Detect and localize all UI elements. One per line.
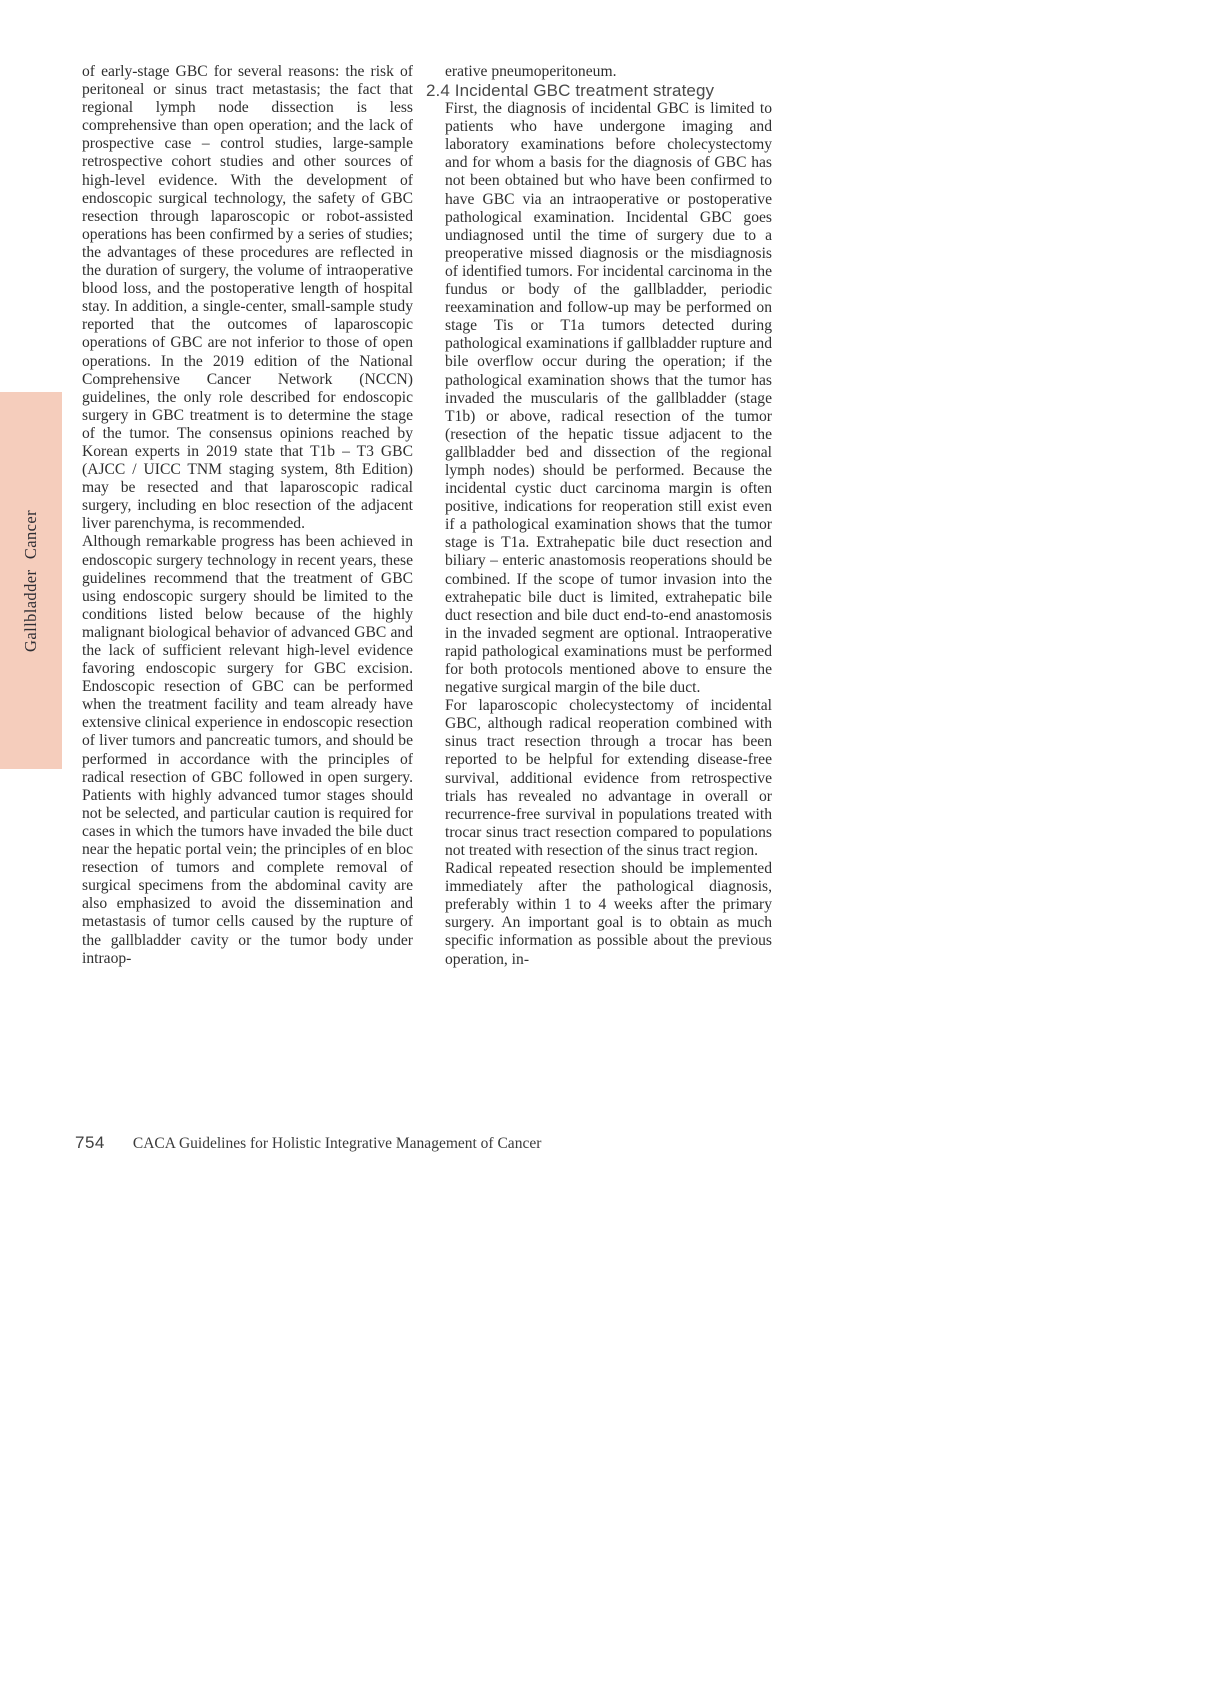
body-paragraph: Although remarkable progress has been achieved in endoscopic surgery technology in recent years, these guidelines recommend that the treatment of GBC using endoscopic surgery should be limited to the conditions listed below because of the highly malignant biological behavior of advanced GBC and the lack of sufficient relevant high-level evidence favoring endoscopic surgery for GBC excision. Endoscopic resection of GBC can be performed when the treatment facility and team already have extensive clinical experience in endoscopic resection of liver tumors and pancreatic tumors, and should be performed in accordance with the principles of radical resection of GBC followed in open surgery. Patients with highly advanced tumor stages should not be selected, and particular caution is required for cases in which the tumors have invaded the bile duct near the hepatic portal vein; the principles of en bloc resection of tumors and complete removal of surgical specimens from the abdominal cavity are also emphasized to avoid the dissemination and metastasis of tumor cells caused by the rupture of the gallbladder cavity or the tumor body under intraop-	[82, 533, 413, 967]
text-column-left	[82, 63, 413, 968]
page-footer	[75, 1133, 541, 1153]
chapter-tab-label: Gallbladder Cancer	[21, 509, 40, 652]
page-number: 754	[75, 1133, 105, 1152]
chapter-tab	[0, 392, 62, 769]
section-heading: 2.4 Incidental GBC treatment strategy	[426, 81, 715, 101]
body-paragraph-continuation: erative pneumoperitoneum.	[445, 63, 617, 80]
text-column-right	[426, 63, 772, 969]
body-paragraph: First, the diagnosis of incidental GBC is limited to patients who have undergone imaging and laboratory examinations before cholecystectomy and for whom a basis for the diagnosis of GBC has not been obtained but who have been confirmed to have GBC via an intraoperative or postoperative pathological examination. Incidental GBC goes undiagnosed until the time of surgery due to a preoperative missed diagnosis or the misdiagnosis of identified tumors. For incidental carcinoma in the fundus or body of the gallbladder, periodic reexamination and follow-up may be performed on stage Tis or T1a tumors detected during pathological examinations if gallbladder rupture and bile overflow occur during the operation; if the pathological examination shows that the tumor has invaded the muscularis of the gallbladder (stage T1b) or above, radical resection of the tumor (resection of the hepatic tissue adjacent to the gallbladder bed and dissection of the regional lymph nodes) should be performed. Because the incidental cystic duct carcinoma margin is often positive, indications for reoperation still exist even if a pathological examination shows that the tumor stage is T1a. Extrahepatic bile duct resection and biliary – enteric anastomosis reoperations should be combined. If the scope of tumor invasion into the extrahepatic bile duct is limited, extrahepatic bile duct resection and bile duct end-to-end anastomosis in the invaded segment are optional. Intraoperative rapid pathological examinations must be performed for both protocols mentioned above to ensure the negative surgical margin of the bile duct.	[445, 100, 772, 697]
body-paragraph: Radical repeated resection should be implemented immediately after the pathological diagnosis, preferably within 1 to 4 weeks after the primary surgery. An important goal is to obtain as much specific information as possible about the previous operation, in-	[445, 860, 772, 968]
body-paragraph: For laparoscopic cholecystectomy of incidental GBC, although radical reoperation combined with sinus tract resection through a trocar has been reported to be helpful for extending disease-free survival, additional evidence from retrospective trials has revealed no advantage in overall or recurrence-free survival in populations treated with trocar sinus tract resection compared to populations not treated with resection of the sinus tract region.	[445, 697, 772, 859]
running-title: CACA Guidelines for Holistic Integrative Management of Cancer	[132, 1135, 542, 1152]
body-paragraph: of early-stage GBC for several reasons: the risk of peritoneal or sinus tract metastasis; the fact that regional lymph node dissection is less comprehensive than open operation; and the lack of prospective case – control studies, large-sample retrospective cohort studies and other sources of high-level evidence. With the development of endoscopic surgical technology, the safety of GBC resection through laparoscopic or robot-assisted operations has been confirmed by a series of studies; the advantages of these procedures are reflected in the duration of surgery, the volume of intraoperative blood loss, and the postoperative length of hospital stay. In addition, a single-center, small-sample study reported that the outcomes of laparoscopic operations of GBC are not inferior to those of open operations. In the 2019 edition of the National Comprehensive Cancer Network (NCCN) guidelines, the only role described for endoscopic surgery in GBC treatment is to determine the stage of the tumor. The consensus opinions reached by Korean experts in 2019 state that T1b – T3 GBC (AJCC / UICC TNM staging system, 8th Edition) may be resected and that laparoscopic radical surgery, including en bloc resection of the adjacent liver parenchyma, is recommended.	[82, 63, 413, 533]
